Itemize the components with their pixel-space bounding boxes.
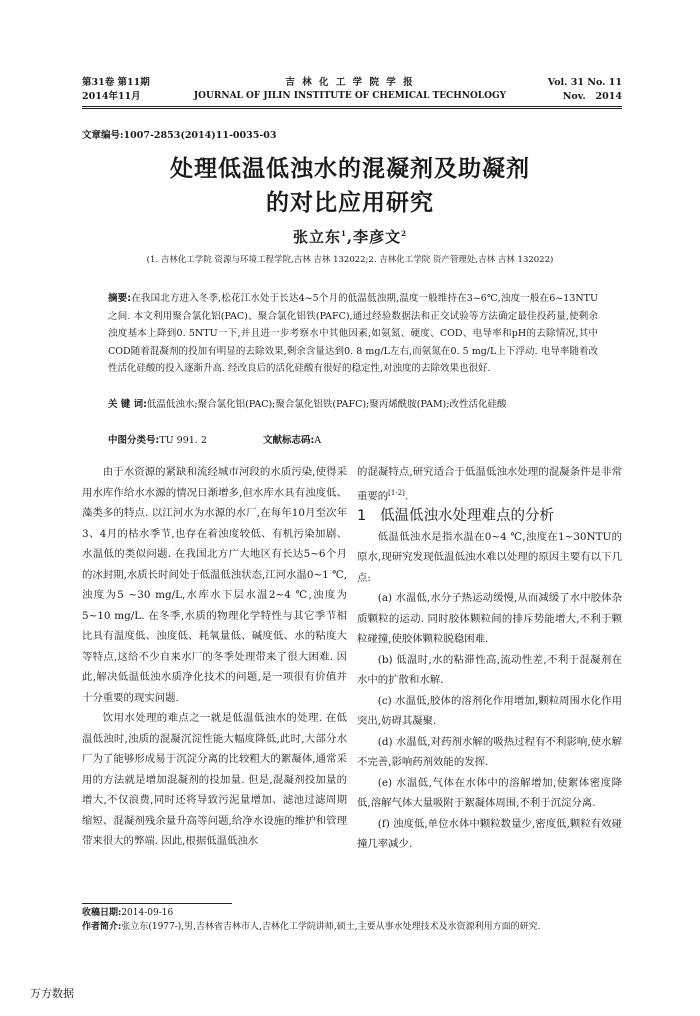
abstract-label: 摘要: (108, 293, 132, 304)
section-number: 1 (357, 508, 367, 525)
citation: [1-2] (388, 488, 405, 497)
volume-issue-en: Vol. 31 No. 11 (547, 77, 622, 88)
list-item-d: (d) 水温低,对药剂水解的吸热过程有不利影响,使水解不完善,影响药剂效能的发挥. (357, 735, 622, 769)
list-item-b: (b) 低温时,水的粘滞性高,流动性差,不利于混凝剂在水中的扩散和水解. (357, 653, 622, 687)
title-line-2: 的对比应用研究 (266, 190, 434, 216)
volume-issue-cn: 第31卷 第11期 (82, 77, 150, 88)
author-bio (82, 921, 622, 934)
clc-value: TU 991. 2 (159, 435, 207, 446)
header-rule-2 (82, 108, 622, 109)
right-column (357, 462, 622, 855)
author-1-affil-mark: 1 (341, 229, 347, 238)
abstract (108, 290, 598, 378)
author-1: 张立东 (293, 228, 342, 246)
paragraph-continued-text: 的混凝特点,研究适合于低温低浊水处理的混凝条件是非常重要的 (357, 466, 622, 502)
section-title: 低温低浊水处理难点的分析 (380, 508, 555, 525)
authors (0, 226, 700, 247)
paragraph-intro-2: 饮用水处理的难点之一就是低温低浊水的处理. 在低温低浊时,浊质的混凝沉淀性能大幅度降低,此时,大部分水厂为了能够形成易于沉淀分离的比较粗大的絮凝体,通常采用的方法就是增加混凝剂的投加量. 但是,混凝剂投加量的增大,不仅浪费,同时还将导致污泥量增加、滤池过滤周期缩短、混凝剂残余量升高等问题,给净水设施的维护和管理带来很大的弊端. 因此,根据低温低浊水 (82, 712, 347, 847)
classification (108, 432, 598, 450)
doc-code-label: 文献标志码: (262, 435, 315, 446)
doc-code-value: A (314, 435, 322, 446)
keywords (108, 396, 598, 414)
journal-name-cn: 吉 林 化 工 学 院 学 报 (285, 77, 415, 88)
keywords-text: 低温低浊水;聚合氯化铝(PAC);聚合氯化铝铁(PAFC);聚丙烯酰胺(PAM);改性活化硅酸 (146, 399, 507, 410)
received-label: 收稿日期: (82, 908, 122, 918)
list-item-a: (a) 水温低,水分子热运动缓慢,从而减缓了水中胶体杂质颗粒的运动. 同时胶体颗粒间的排斥势能增大,不利于颗粒碰撞,使胶体颗粒脱稳困难. (357, 592, 622, 646)
date-cn: 2014年11月 (82, 91, 141, 102)
keywords-label: 关 键 词: (108, 399, 147, 410)
clc-label: 中图分类号: (108, 435, 160, 446)
received-value: 2014-09-16 (121, 908, 174, 918)
author-2: ,李彦文 (346, 228, 402, 246)
list-item-f: (f) 浊度低,单位水体中颗粒数量少,密度低,颗粒有效碰撞几率减少. (357, 817, 622, 851)
header-rule (82, 106, 622, 107)
watermark: 万方数据 (30, 987, 74, 1000)
article-number: 文章编号:1007-2853(2014)11-0035-03 (82, 130, 277, 141)
received-date (82, 907, 622, 920)
footnote-rule (82, 903, 232, 904)
bio-value: 张立东(1977-),男,吉林省吉林市人,吉林化工学院讲师,硕士,主要从事水处理技术及水资源利用方面的研究. (121, 922, 541, 932)
section-intro: 低温低浊水是指水温在0~4 ℃,浊度在1~30NTU的原水,现研究发现低温低浊水难以处理的原因主要有以下几点: (357, 530, 622, 584)
left-column (82, 462, 347, 852)
affiliation: (1. 吉林化工学院 资源与环境工程学院,吉林 吉林 132022;2. 吉林化工学院 资产管理处,吉林 吉林 132022) (146, 255, 554, 265)
list-item-c: (c) 水温低,胶体的溶剂化作用增加,颗粒周围水化作用突出,妨碍其凝聚. (357, 694, 622, 728)
title-line-1: 处理低温低浊水的混凝剂及助凝剂 (170, 156, 530, 182)
section-heading (357, 506, 622, 527)
abstract-text: 在我国北方进入冬季,松花江水处于长达4~5个月的低温低浊期,温度一般维持在3~6℃,浊度一般在6~13NTU之间. 本文利用聚合氯化铝(PAC)、聚合氯化铝铁(PAFC),通过经验数据法和正交试验等方法确定最佳投药量,使剩余浊度基本上降到0. 5NTU一下,并且进一步考察水中其他因素,如氨氮、硬度、COD、电导率和pH的去除情况,其中COD随着混凝剂的投加有明显的去除效果,剩余含量达到0. 8 mg/L左右,而氨氮在0. 5 mg/L上下浮动. 电导率随着改性活化硅酸的投入逐渐升高. 经改良后的活化硅酸有很好的稳定性,对浊度的去除效果也很好. (108, 293, 598, 374)
bio-label: 作者简介: (82, 922, 122, 932)
paragraph-continued (357, 462, 622, 506)
list-item-e: (e) 水温低,气体在水体中的溶解增加,使絮体密度降低,溶解气体大量吸附于絮凝体周围,不利于沉淀分离. (357, 776, 622, 810)
author-2-affil-mark: 2 (401, 229, 407, 238)
journal-name-en: JOURNAL OF JILIN INSTITUTE OF CHEMICAL TECHNOLOGY (193, 91, 507, 101)
paragraph-continued-end: . (404, 489, 409, 502)
paragraph-intro-1: 由于水资源的紧缺和流经城市河段的水质污染,使得采用水库作给水水源的情况日渐增多,但水库水具有浊度低、藻类多的特点. 以江河水为水源的水厂,在每年10月至次年3、4月的枯水季节,也存在着浊度较低、有机污染加剧、水温低的类似问题. 在我国北方广大地区有长达5~6个月的冰封期,水质长时间处于低温低浊状态,江河水温0~1 ℃,浊度为5 ~30 mg/L,水库水下层水温2~4 ℃,浊度为5~10 mg/L. 在冬季,水质的物理化学特性与其它季节相比具有温度低、浊度低、耗氧量低、碱度低、水的粘度大等特点,这给不少自来水厂的冬季处理带来了很大困难. 因此,解决低温低浊水质净化技术的问题,是一项很有价值并十分重要的现实问题. (82, 466, 347, 704)
date-en: Nov. 2014 (562, 91, 622, 102)
